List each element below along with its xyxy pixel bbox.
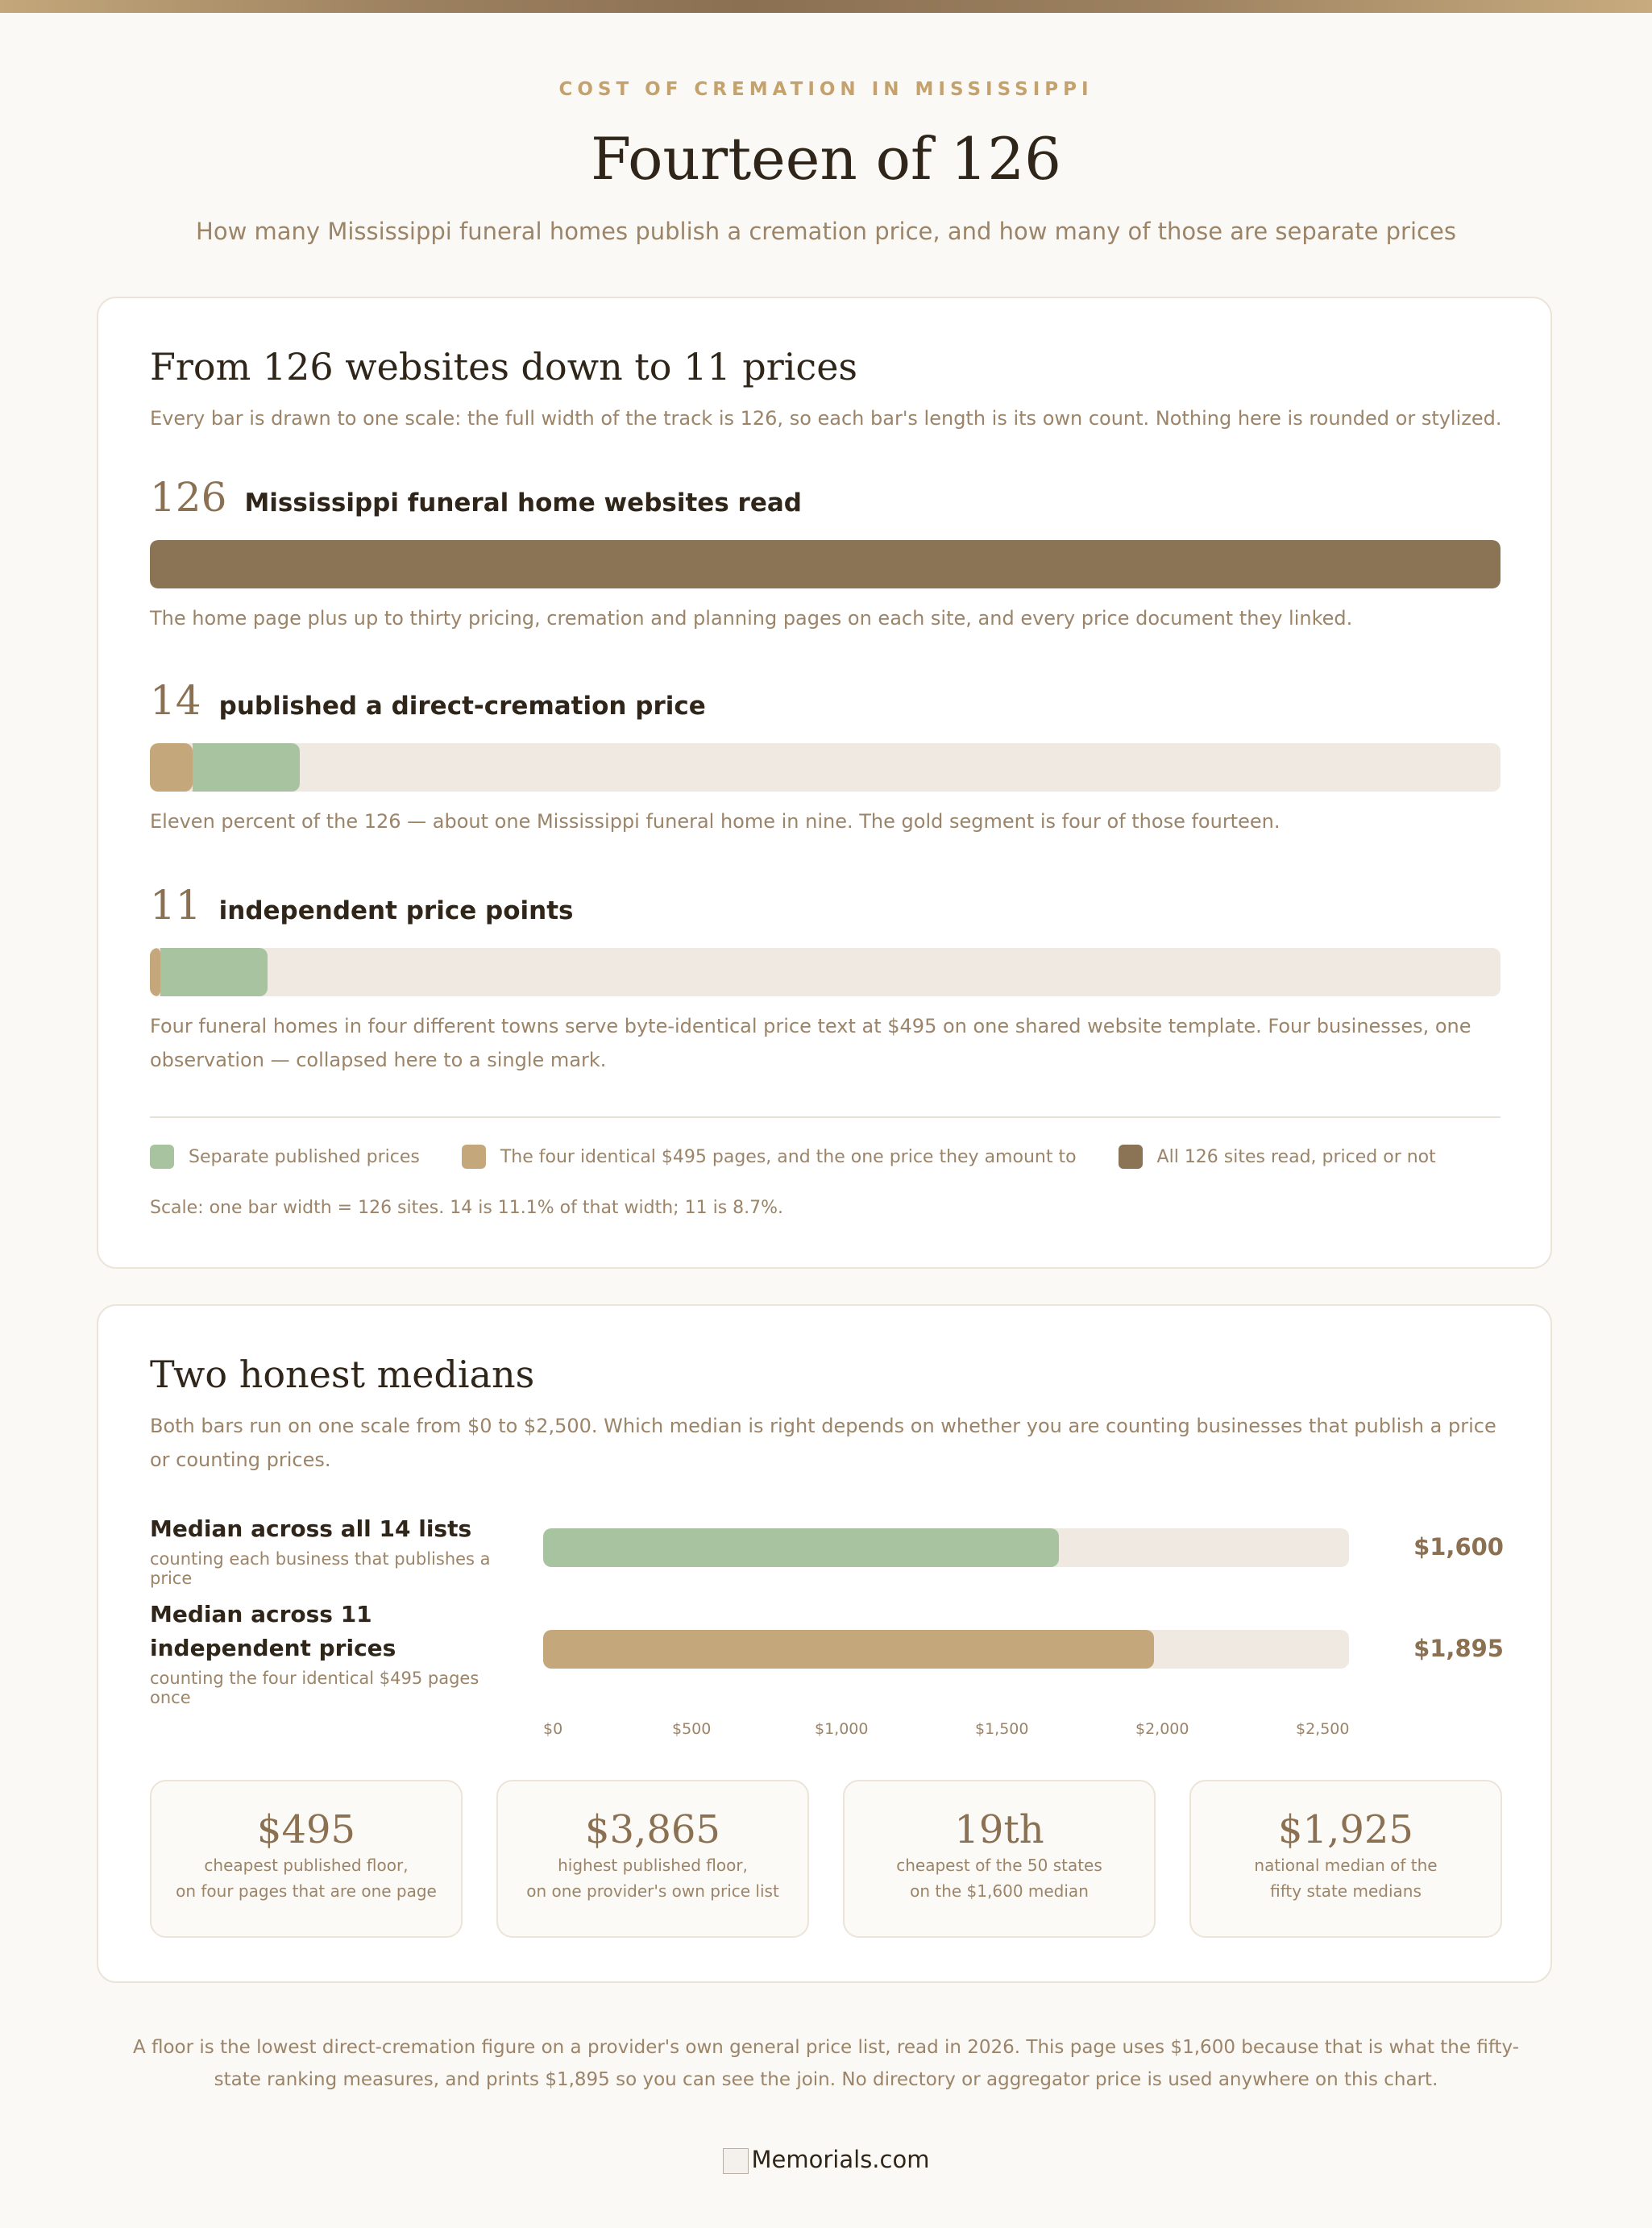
legend-label: The four identical $495 pages, and the one price they amount to (500, 1146, 1077, 1167)
stat-line: on the $1,600 median (910, 1881, 1089, 1901)
legend-label: All 126 sites read, priced or not (1156, 1146, 1436, 1167)
median-track (543, 1528, 1349, 1567)
legend-swatch (1119, 1145, 1143, 1169)
stat-line: national median of the (1254, 1856, 1438, 1875)
legend-item (462, 1145, 1077, 1169)
funnel-title: From 126 websites down to 11 prices (150, 345, 858, 389)
median-title: Median across all 14 lists (150, 1515, 472, 1542)
funnel-row-note: The home page plus up to thirty pricing, cremation and planning pages on each site, and every price document they linked. (150, 607, 1353, 630)
funnel-count: 126 (150, 474, 227, 521)
stat-value: $3,865 (585, 1807, 720, 1852)
funnel-row-note: Four funeral homes in four different towns serve byte-identical price text at $495 on one shared website template. Four businesses, one observation — collapsed here to a single mark. (150, 1015, 1471, 1071)
medians-description: Both bars run on one scale from $0 to $2,500. Which median is right depends on whether you are counting businesses that publish a price or counting prices. (150, 1415, 1496, 1471)
median-title: Median across 11 independent prices (150, 1601, 396, 1661)
stat-card (843, 1780, 1156, 1938)
funnel-row-note: Eleven percent of the 126 — about one Mississippi funeral home in nine. The gold segment is four of those fourteen. (150, 810, 1281, 833)
axis-tick-label: $500 (672, 1720, 712, 1738)
funnel-track (150, 540, 1500, 588)
legend-swatch (462, 1145, 486, 1169)
stat-card (496, 1780, 809, 1938)
funnel-row-label: Mississippi funeral home websites read (244, 488, 802, 518)
stat-line: on four pages that are one page (176, 1881, 437, 1901)
axis-tick-label: $0 (543, 1720, 563, 1738)
scale-note: Scale: one bar width = 126 sites. 14 is 11.1% of that width; 11 is 8.7%. (150, 1198, 784, 1218)
divider (150, 1116, 1500, 1118)
stat-line: cheapest of the 50 states (896, 1856, 1102, 1875)
axis-tick-label: $2,500 (1296, 1720, 1350, 1738)
stat-card (1189, 1780, 1502, 1938)
bar-segment (150, 540, 1500, 588)
legend-item (1119, 1145, 1436, 1169)
broken-image-icon (723, 2148, 749, 2174)
median-value: $1,895 (1413, 1635, 1504, 1662)
median-track (543, 1630, 1349, 1669)
funnel-track (150, 948, 1500, 996)
footer-logo[interactable] (0, 2146, 1652, 2174)
funnel-row-label: independent price points (218, 896, 574, 925)
legend (150, 1145, 1478, 1169)
bar-segment (193, 743, 300, 792)
median-label (150, 1512, 521, 1588)
funnel-row-header (150, 677, 706, 724)
stat-line: on one provider's own price list (526, 1881, 779, 1901)
funnel-row-header (150, 882, 573, 929)
page-eyebrow: COST OF CREMATION IN MISSISSIPPI (558, 79, 1094, 100)
page-title: Fourteen of 126 (591, 125, 1061, 193)
median-subtitle: counting each business that publishes a price (150, 1549, 491, 1588)
funnel-count: 11 (150, 882, 201, 929)
top-accent-bar (0, 0, 1652, 13)
bar-segment (160, 948, 268, 996)
axis-tick-label: $1,500 (975, 1720, 1029, 1738)
median-value: $1,600 (1413, 1533, 1504, 1561)
medians-title: Two honest medians (150, 1353, 535, 1396)
stat-line: highest published floor, (558, 1856, 748, 1875)
stat-value: $1,925 (1278, 1807, 1413, 1852)
stat-line: cheapest published floor, (204, 1856, 409, 1875)
funnel-row-label: published a direct-cremation price (218, 692, 706, 721)
bar-segment (150, 743, 193, 792)
stat-card (150, 1780, 463, 1938)
logo-alt-text: Memorials.com (751, 2146, 930, 2173)
stat-value: $495 (256, 1807, 356, 1852)
funnel-row-header (150, 474, 802, 521)
axis-tick-label: $2,000 (1135, 1720, 1189, 1738)
legend-item (150, 1145, 420, 1169)
funnel-count: 14 (150, 677, 201, 724)
medians-card (97, 1304, 1552, 1983)
legend-swatch (150, 1145, 174, 1169)
median-label (150, 1598, 521, 1707)
median-subtitle: counting the four identical $495 pages once (150, 1669, 479, 1707)
stat-line: fifty state medians (1270, 1881, 1422, 1901)
page-subtitle: How many Mississippi funeral homes publish a cremation price, and how many of those are separate prices (196, 218, 1456, 245)
legend-label: Separate published prices (189, 1146, 420, 1167)
footnote: A floor is the lowest direct-cremation figure on a provider's own general price list, read in 2026. This page uses $1,600 because that is what the fifty-state ranking measures, and prints $1,895 so you can see the join. No directory or aggregator price is used anywhere on this chart. (132, 2037, 1520, 2090)
axis-tick-label: $1,000 (815, 1720, 869, 1738)
funnel-description: Every bar is drawn to one scale: the full width of the track is 126, so each bar's length is its own count. Nothing here is rounded or stylized. (150, 407, 1502, 430)
funnel-track (150, 743, 1500, 792)
funnel-card (97, 297, 1552, 1269)
median-bar (543, 1630, 1154, 1669)
median-bar (543, 1528, 1059, 1567)
stat-value: 19th (954, 1807, 1044, 1852)
bar-segment (150, 948, 160, 996)
